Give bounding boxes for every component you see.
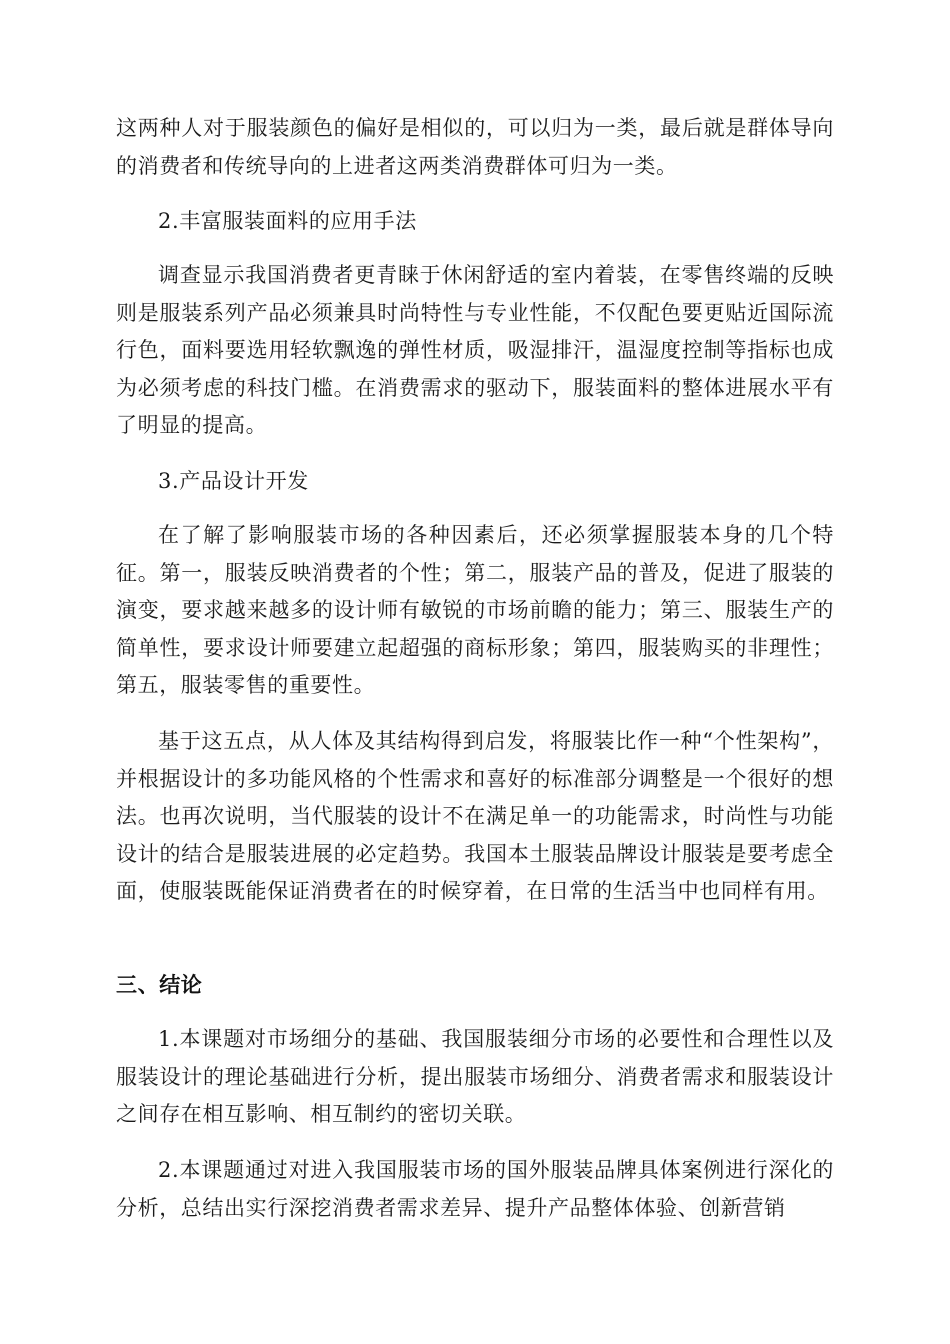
paragraph-color-preference: 这两种人对于服装颜色的偏好是相似的，可以归为一类，最后就是群体导向的消费者和传统导向的上进者这两类消费群体可归为一类。: [116, 116, 834, 178]
subheading-product-design: 3.产品设计开发: [158, 469, 309, 493]
section-heading-conclusion: 三、结论: [116, 973, 203, 997]
subheading-fabric-application: 2.丰富服装面料的应用手法: [158, 209, 417, 233]
paragraph-fabric-application: 调查显示我国消费者更青睐于休闲舒适的室内着装，在零售终端的反映则是服装系列产品必须兼具时尚特性与专业性能，不仅配色要更贴近国际流行色，面料要选用轻软飘逸的弹性材质，吸湿排汗，温湿度控制等指标也成为必须考虑的科技门槛。在消费需求的驱动下，服装面料的整体进展水平有了明显的提高。: [116, 263, 834, 437]
paragraph-clothing-features: 在了解了影响服装市场的各种因素后，还必须掌握服装本身的几个特征。第一，服装反映消费者的个性；第二，服装产品的普及，促进了服装的演变，要求越来越多的设计师有敏锐的市场前瞻的能力；第三、服装生产的简单性，要求设计师要建立起超强的商标形象；第四，服装购买的非理性；第五，服装零售的重要性。: [116, 523, 834, 697]
paragraph-conclusion-1: 1.本课题对市场细分的基础、我国服装细分市场的必要性和合理性以及服装设计的理论基础进行分析，提出服装市场细分、消费者需求和服装设计之间存在相互影响、相互制约的密切关联。: [116, 1027, 834, 1126]
paragraph-conclusion-2: 2.本课题通过对进入我国服装市场的国外服装品牌具体案例进行深化的分析，总结出实行深挖消费者需求差异、提升产品整体体验、创新营销: [116, 1158, 834, 1220]
paragraph-personality-structure: 基于这五点，从人体及其结构得到启发，将服装比作一种“个性架构”，并根据设计的多功能风格的个性需求和喜好的标准部分调整是一个很好的想法。也再次说明，当代服装的设计不在满足单一的功能需求，时尚性与功能设计的结合是服装进展的必定趋势。我国本土服装品牌设计服装是要考虑全面，使服装既能保证消费者在的时候穿着，在日常的生活当中也同样有用。: [116, 729, 834, 903]
